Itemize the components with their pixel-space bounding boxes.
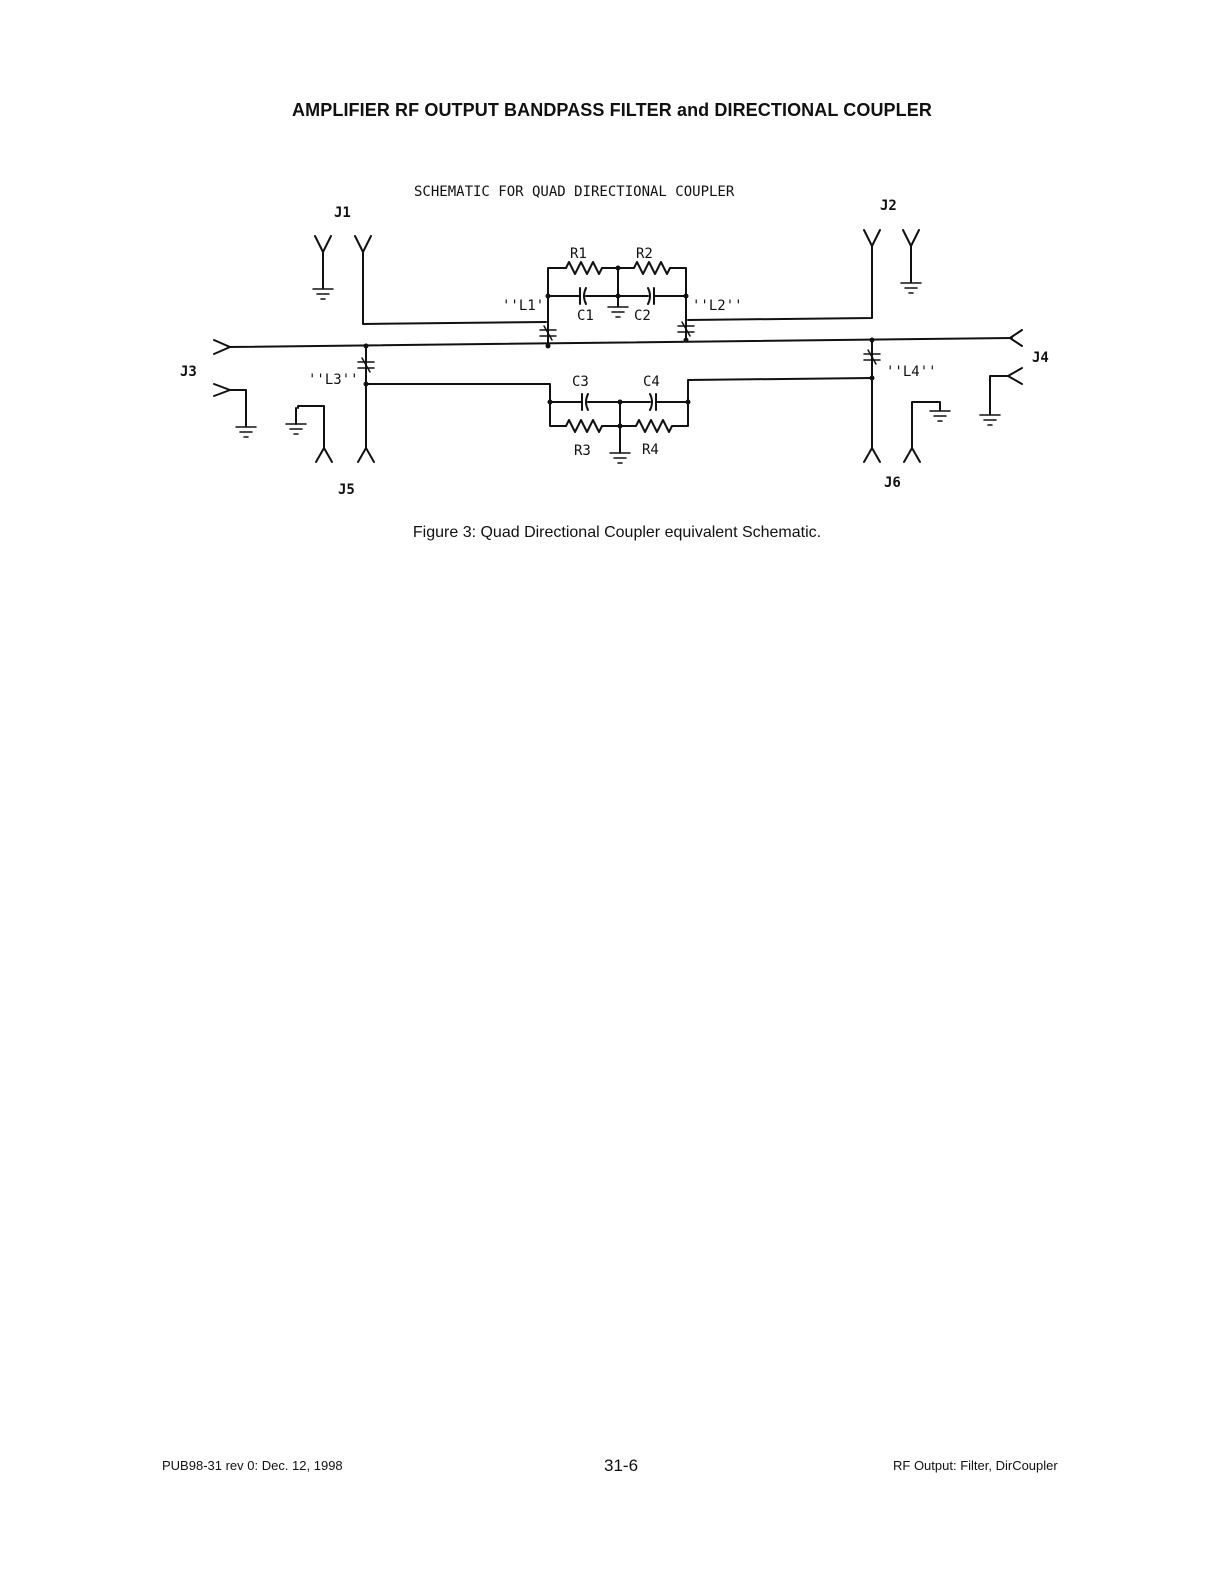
label-l4: ''L4'' [886, 364, 937, 380]
line-l3-to-lower-network [366, 384, 566, 426]
connector-j6-signal [864, 448, 880, 462]
label-c2: C2 [634, 308, 651, 324]
connector-j1-ground-symbol [315, 236, 331, 288]
ground-symbol-j1 [313, 289, 333, 299]
ground-symbol-upper-center [608, 307, 628, 317]
label-c3: C3 [572, 374, 589, 390]
label-j1: J1 [334, 205, 351, 221]
label-j6: J6 [884, 475, 901, 491]
capacitor-c4 [620, 394, 688, 410]
resistor-r2 [618, 262, 686, 296]
ground-symbol-j3 [236, 427, 256, 437]
connector-j3-main [214, 340, 230, 354]
resistor-r1 [566, 262, 618, 274]
quad-directional-coupler-schematic [0, 0, 1224, 520]
label-r2: R2 [636, 246, 653, 262]
connector-j2-ground-symbol [903, 230, 919, 282]
main-transmission-line [228, 338, 1012, 347]
ground-symbol-j5 [286, 408, 306, 434]
capacitor-c2 [618, 288, 686, 304]
footer-section: RF Output: Filter, DirCoupler [893, 1458, 1058, 1473]
connector-j3-ground [214, 384, 246, 426]
label-l3: ''L3'' [308, 372, 359, 388]
schematic-heading: SCHEMATIC FOR QUAD DIRECTIONAL COUPLER [414, 184, 735, 200]
label-r1: R1 [570, 246, 587, 262]
label-l1: ''L1'' [502, 298, 553, 314]
label-r3: R3 [574, 443, 591, 459]
ground-symbol-lower-center [610, 453, 630, 463]
ground-symbol-j4 [980, 415, 1000, 425]
label-l2: ''L2'' [692, 298, 743, 314]
ground-symbol-j6 [930, 411, 950, 421]
connector-j4-ground [990, 368, 1022, 414]
figure-caption: Figure 3: Quad Directional Coupler equivalent Schematic. [412, 524, 822, 541]
connector-j4-main [1010, 330, 1022, 346]
capacitor-c1 [548, 288, 618, 304]
label-j4: J4 [1032, 350, 1049, 366]
footer-publication: PUB98-31 rev 0: Dec. 12, 1998 [162, 1458, 343, 1473]
label-c4: C4 [643, 374, 660, 390]
capacitor-c3 [550, 394, 620, 410]
footer-page-number: 31-6 [604, 1456, 639, 1475]
label-c1: C1 [577, 308, 594, 324]
resistor-r3 [566, 420, 620, 432]
label-r4: R4 [642, 442, 659, 458]
connector-j5-signal [358, 448, 374, 462]
label-j5: J5 [338, 482, 355, 498]
connector-j5-ground [298, 406, 332, 462]
page-title: AMPLIFIER RF OUTPUT BANDPASS FILTER and DIRECTIONAL COUPLER [292, 100, 932, 120]
label-j3: J3 [180, 364, 197, 380]
ground-symbol-j2 [901, 283, 921, 293]
label-j2: J2 [880, 198, 897, 214]
